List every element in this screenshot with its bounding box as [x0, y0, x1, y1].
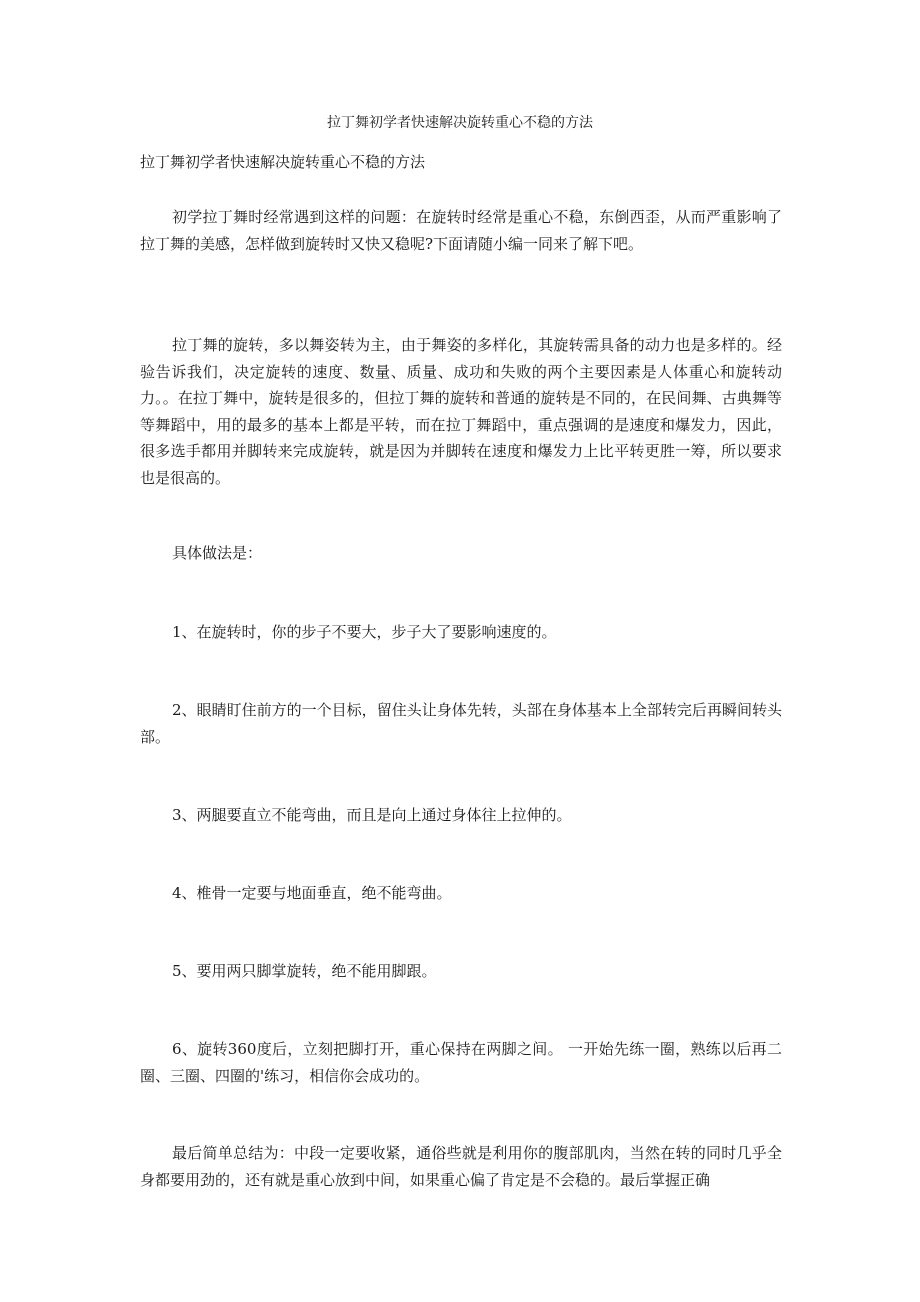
document-title: 拉丁舞初学者快速解决旋转重心不稳的方法	[327, 115, 593, 131]
summary-paragraph: 最后简单总结为：中段一定要收紧，通俗些就是利用你的腹部肌肉，当然在转的同时几乎全身都要用劲的，还有就是重心放到中间，如果重心偏了肯定是不会稳的。最后掌握正确	[140, 1144, 782, 1189]
rotation-explanation-paragraph: 拉丁舞的旋转，多以舞姿转为主，由于舞姿的多样化，其旋转需具备的动力也是多样的。经验告诉我们，决定旋转的速度、数量、质量、成功和失败的两个主要因素是人体重心和旋转动力。。在拉丁舞中，旋转是很多的，但拉丁舞的旋转和普通的旋转是不同的，在民间舞、古典舞等等舞蹈中，用的最多的基本上都是平转，而在拉丁舞蹈中，重点强调的是速度和爆发力，因此，很多选手都用并脚转来完成旋转，就是因为并脚转在速度和爆发力上比平转更胜一筹，所以要求也是很高的。	[140, 336, 782, 487]
document-subtitle: 拉丁舞初学者快速解决旋转重心不稳的方法	[140, 153, 426, 171]
step-3: 3、两腿要直立不能弯曲，而且是向上通过身体往上拉伸的。	[172, 806, 572, 824]
step-2: 2、眼睛盯住前方的一个目标，留住头让身体先转，头部在身体基本上全部转完后再瞬间转头部。	[140, 701, 782, 746]
step-4: 4、椎骨一定要与地面垂直，绝不能弯曲。	[172, 884, 452, 902]
step-1: 1、在旋转时，你的步子不要大，步子大了要影响速度的。	[172, 623, 557, 641]
intro-paragraph: 初学拉丁舞时经常遇到这样的问题：在旋转时经常是重心不稳，东倒西歪，从而严重影响了拉丁舞的美感，怎样做到旋转时又快又稳呢?下面请随小编一同来了解下吧。	[140, 208, 782, 253]
step-6: 6、旋转360度后，立刻把脚打开，重心保持在两脚之间。 一开始先练一圈，熟练以后再二圈、三圈、四圈的'练习，相信你会成功的。	[140, 1040, 782, 1085]
method-heading: 具体做法是：	[172, 544, 263, 562]
step-5: 5、要用两只脚掌旋转，绝不能用脚跟。	[172, 962, 437, 980]
